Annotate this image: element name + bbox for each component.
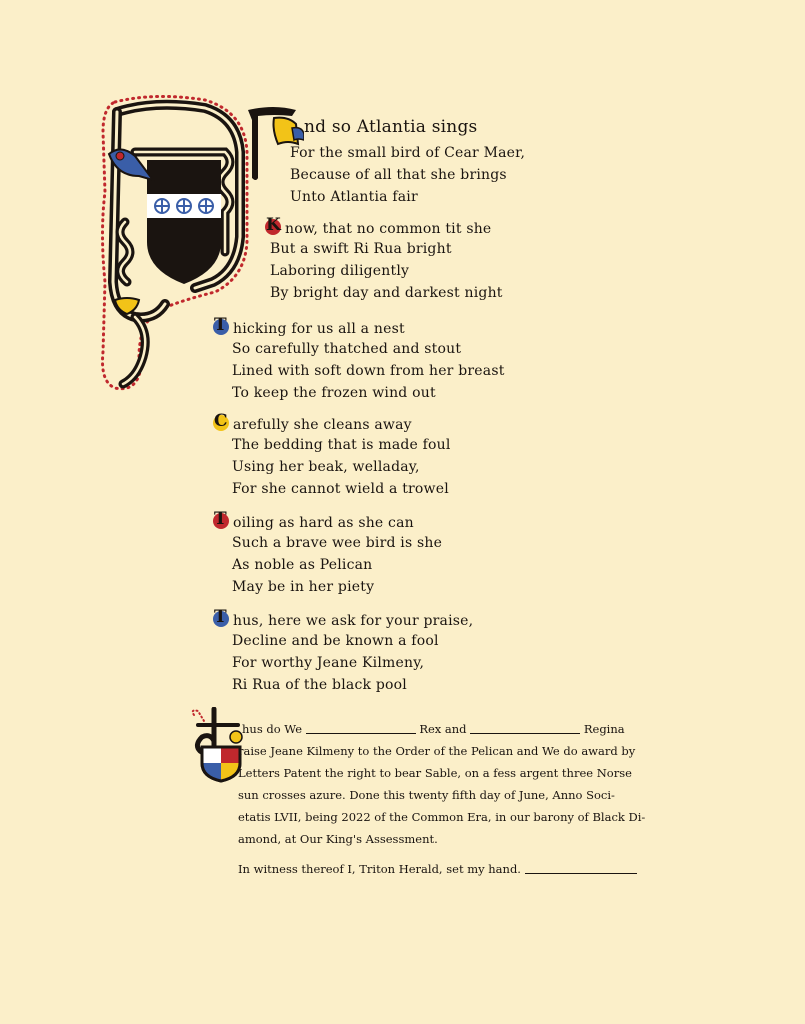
stanza-3-line-1: T hicking for us all a nest [214,315,405,337]
dropcap-blue: T [212,318,230,336]
charter-line-5: etatis LVII, being 2022 of the Common Era, in our barony of Black Di- [238,810,646,824]
charter-line-6: amond, at Our King's Assessment. [238,832,438,846]
stanza-1-line-2: Because of all that she brings [290,167,507,183]
dropcap-red: T [212,512,230,530]
signature-blank[interactable] [525,862,637,874]
dropcap-blue: T [212,610,230,628]
stanza-5-line-1: T oiling as hard as she can [214,509,414,531]
stanza-1-line-3: Unto Atlantia fair [290,189,418,205]
stanza-4-line-4: For she cannot wield a trowel [232,481,449,497]
stanza-5-line-4: May be in her piety [232,579,375,595]
witness-line [238,858,637,880]
stanza-6-line-2: Decline and be known a fool [232,633,439,649]
witness-text: In witness thereof I, Triton Herald, set my hand. [238,862,521,876]
charter-line-2: raise Jeane Kilmeny to the Order of the Pelican and We do award by [238,744,636,758]
stanza-2-line-4: By bright day and darkest night [270,285,503,301]
charter-line-3: Letters Patent the right to bear Sable, on a fess argent three Norse [238,766,632,780]
stanza-2-line-3: Laboring diligently [270,263,410,279]
charter-line-4: sun crosses azure. Done this twenty fifth day of June, Anno Soci- [238,788,615,802]
stanza-3-line-4: To keep the frozen wind out [232,385,436,401]
regina-label: Regina [583,722,625,736]
rex-name-blank[interactable] [306,722,416,734]
stanza-6-line-3: For worthy Jeane Kilmeny, [232,655,425,671]
stanza-4-line-2: The bedding that is made foul [232,437,451,453]
stanza-5-line-3: As noble as Pelican [232,557,373,573]
dropcap-red: K [266,215,281,235]
opening-line [304,118,477,136]
stanza-6-line-1: T hus, here we ask for your praise, [214,607,474,629]
charter-line-1: hus do We Rex and Regina [242,722,625,736]
stanza-2-line-1: K now, that no common tit she [266,215,492,237]
stanza-3-line-3: Lined with soft down from her breast [232,363,505,379]
dropcap-gold: C [214,411,228,431]
stanza-2-line-2: But a swift Ri Rua bright [270,241,452,257]
regina-name-blank[interactable] [470,722,580,734]
stanza-3-line-2: So carefully thatched and stout [232,341,462,357]
stanza-1-line-1: For the small bird of Cear Maer, [290,145,526,161]
stanza-5-line-2: Such a brave wee bird is she [232,535,443,551]
stanza-6-line-4: Ri Rua of the black pool [232,677,407,693]
stanza-4-line-1: C arefully she cleans away [214,411,412,433]
illuminated-initial-knotwork [95,92,255,397]
rex-label: Rex and [419,722,467,736]
opening-words: nd so Atlantia sings [304,117,478,137]
stanza-4-line-3: Using her beak, welladay, [232,459,420,475]
